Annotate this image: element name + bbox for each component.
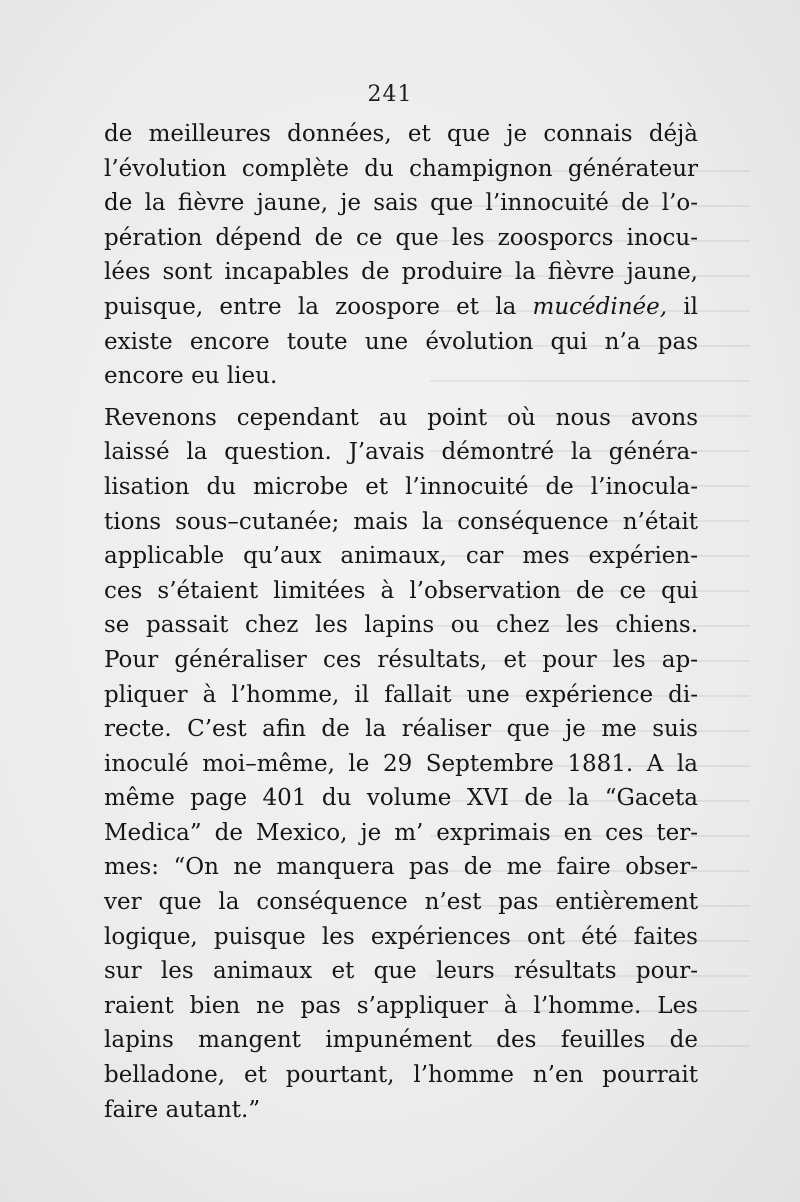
text-segment: il (683, 293, 698, 320)
text-line: laissé la question. J’avais démontré la généra- (104, 439, 698, 466)
text-line: raient bien ne pas s’appliquer à l’homme. Les (104, 992, 698, 1019)
text-line: de meilleures données, et que je connais déjà (104, 121, 698, 147)
text-line: lées sont incapables de produire la fièvre jaune, (104, 259, 698, 286)
page-number: 241 (367, 82, 413, 107)
paragraph-gap (104, 394, 698, 401)
text-line: faire autant.” (104, 1096, 261, 1123)
text-line: sur les animaux et que leurs résultats pour- (104, 958, 698, 985)
text-line: encore eu lieu. (104, 363, 278, 390)
text-line: se passait chez les lapins ou chez les chiens. (104, 612, 698, 639)
text-line: ces s’étaient limitées à l’observation de ce qui (104, 577, 698, 604)
text-line: pliquer à l’homme, il fallait une expérience di- (104, 681, 698, 708)
text-line: existe encore toute une évolution qui n’a pas (104, 328, 698, 355)
text-line: inoculé moi–même, le 29 Septembre 1881. A la (104, 750, 698, 777)
text-line: tions sous–cutanée; mais la conséquence n’était (104, 508, 698, 535)
text-line: de la fièvre jaune, je sais que l’innocuité de l’o- (104, 190, 698, 217)
text-line: même page 401 du volume XVI de la “Gaceta (104, 785, 698, 812)
text-line: Pour généraliser ces résultats, et pour les ap- (104, 646, 698, 673)
text-line: applicable qu’aux animaux, car mes expérien- (104, 543, 698, 570)
text-line: l’évolution complète du champignon générateur (104, 155, 698, 182)
italic-word: mucédinée, (532, 293, 668, 320)
text-line: logique, puisque les expériences ont été faites (104, 923, 698, 950)
body-text (104, 117, 698, 1127)
text-line: lapins mangent impunément des feuilles de (104, 1027, 698, 1054)
text-segment: puisque, entre la zoospore et la (104, 293, 517, 320)
text-line: pération dépend de ce que les zoosporcs inocu- (104, 224, 698, 251)
text-line: Medica” de Mexico, je m’ exprimais en ces ter- (104, 819, 698, 846)
text-line-paragraph-start: Revenons cependant au point où nous avons (104, 404, 698, 431)
text-line: mes: “On ne manquera pas de me faire obser- (104, 854, 698, 881)
text-line: ver que la conséquence n’est pas entièrement (104, 889, 698, 916)
text-line: lisation du microbe et l’innocuité de l’inocula- (104, 473, 698, 500)
text-line: belladone, et pourtant, l’homme n’en pourrait (104, 1062, 698, 1089)
text-line-with-italic (104, 290, 698, 325)
text-line: recte. C’est afin de la réaliser que je me suis (104, 716, 698, 743)
